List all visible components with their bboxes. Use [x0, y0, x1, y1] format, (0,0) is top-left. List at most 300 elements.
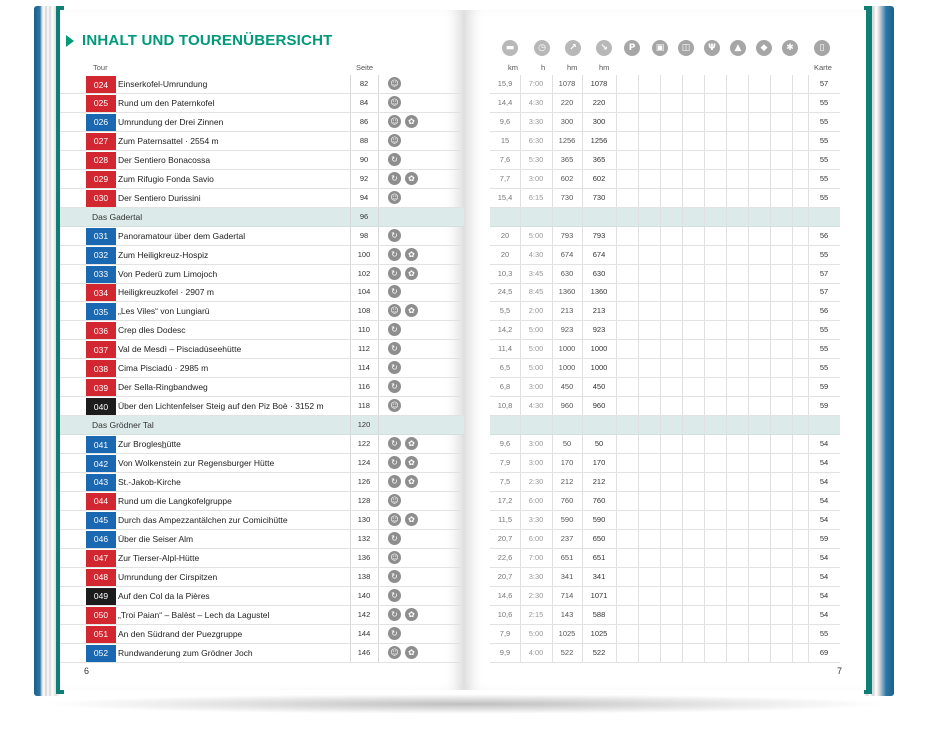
- descent-icon: ↘: [596, 40, 612, 56]
- column-divider: [770, 151, 771, 169]
- column-divider: [682, 416, 683, 434]
- column-divider: [616, 94, 617, 112]
- column-divider: [792, 473, 793, 491]
- column-divider: [726, 454, 727, 472]
- column-divider: [726, 587, 727, 605]
- column-divider: [748, 302, 749, 320]
- column-divider: [770, 397, 771, 415]
- distance-km: 7,9: [499, 458, 511, 467]
- column-divider: [616, 113, 617, 131]
- route-type-icon: ↻: [388, 627, 401, 640]
- column-divider: [682, 189, 683, 207]
- column-divider: [792, 397, 793, 415]
- column-divider: [792, 113, 793, 131]
- tour-number-badge: 039: [86, 379, 116, 396]
- column-divider: [792, 265, 793, 283]
- column-divider: [638, 189, 639, 207]
- descent-hm: 1000: [590, 344, 608, 354]
- tour-title: Rund um die Langkofelgruppe: [118, 495, 232, 506]
- ascent-hm: 760: [560, 495, 574, 505]
- column-divider: [660, 587, 661, 605]
- tour-number-badge: 030: [86, 190, 116, 207]
- stats-row: [490, 492, 840, 511]
- column-divider: [378, 321, 379, 339]
- tour-row: [60, 587, 464, 606]
- column-divider: [616, 227, 617, 245]
- route-type-icon: ↻: [388, 153, 401, 166]
- map-number: 54: [819, 590, 829, 600]
- column-divider: [638, 587, 639, 605]
- column-divider: [704, 132, 705, 150]
- column-divider: [808, 397, 809, 415]
- column-divider: [770, 283, 771, 301]
- stats-row: [490, 473, 840, 492]
- column-divider: [792, 416, 793, 434]
- column-divider: [520, 94, 521, 112]
- column-divider: [638, 151, 639, 169]
- column-divider: [660, 94, 661, 112]
- ascent-hm: 602: [560, 173, 574, 183]
- descent-hm: 1256: [590, 135, 608, 145]
- column-divider: [660, 189, 661, 207]
- column-divider: [682, 94, 683, 112]
- stats-row: [490, 75, 840, 94]
- column-divider: [808, 587, 809, 605]
- column-divider: [682, 549, 683, 567]
- column-divider: [638, 511, 639, 529]
- stats-row: [490, 189, 840, 208]
- column-divider: [520, 302, 521, 320]
- tour-row: [60, 94, 464, 113]
- column-divider: [638, 94, 639, 112]
- map-number: 59: [819, 533, 829, 543]
- column-divider: [726, 378, 727, 396]
- distance-km: 9,6: [499, 116, 511, 126]
- map-number: 55: [819, 192, 829, 202]
- page-ref: 96: [359, 211, 369, 221]
- winter-icon: ✱: [782, 40, 798, 56]
- column-divider: [520, 113, 521, 131]
- column-divider: [726, 511, 727, 529]
- column-divider: [582, 492, 583, 510]
- distance-km: 7,9: [499, 628, 511, 638]
- tour-number-badge: 036: [86, 322, 116, 339]
- column-divider: [616, 378, 617, 396]
- column-divider: [808, 454, 809, 472]
- ascent-hm: 213: [560, 306, 574, 316]
- tour-number-badge: 038: [86, 360, 116, 377]
- column-divider: [748, 170, 749, 188]
- column-divider: [638, 321, 639, 339]
- column-divider: [726, 568, 727, 586]
- family-icon: ✿: [405, 437, 418, 450]
- column-divider: [552, 321, 553, 339]
- column-divider: [792, 625, 793, 643]
- column-divider: [616, 189, 617, 207]
- column-divider: [704, 473, 705, 491]
- column-divider: [704, 416, 705, 434]
- tour-row: [60, 265, 464, 284]
- column-divider: [660, 227, 661, 245]
- duration-h: 7:00: [528, 79, 544, 88]
- column-divider: [682, 113, 683, 131]
- column-divider: [520, 340, 521, 358]
- column-divider: [350, 227, 351, 245]
- column-divider: [704, 435, 705, 453]
- column-divider: [520, 644, 521, 662]
- column-divider: [704, 397, 705, 415]
- column-divider: [350, 208, 351, 226]
- column-divider: [748, 208, 749, 226]
- column-divider: [808, 568, 809, 586]
- ascent-hm: 1360: [558, 287, 576, 297]
- distance-km: 10,3: [497, 268, 513, 278]
- descent-hm: 170: [592, 458, 606, 467]
- tour-number-badge: 042: [86, 455, 116, 472]
- column-divider: [350, 416, 351, 434]
- column-divider: [748, 378, 749, 396]
- column-divider: [808, 170, 809, 188]
- map-number: 57: [819, 79, 829, 88]
- column-divider: [792, 530, 793, 548]
- column-divider: [726, 283, 727, 301]
- column-divider: [792, 321, 793, 339]
- page-ref: 92: [359, 173, 369, 183]
- column-divider: [748, 435, 749, 453]
- map-number: 54: [819, 571, 829, 581]
- duration-h: 5:00: [528, 325, 544, 335]
- column-divider: [808, 492, 809, 510]
- family-icon: ✿: [405, 456, 418, 469]
- page-ref: 136: [357, 552, 371, 562]
- page-ref: 132: [357, 533, 371, 543]
- column-divider: [350, 113, 351, 131]
- column-divider: [792, 435, 793, 453]
- duration-h: 4:30: [528, 249, 544, 259]
- duration-h: 5:00: [528, 344, 544, 354]
- column-divider: [726, 302, 727, 320]
- column-divider: [726, 94, 727, 112]
- column-divider: [616, 644, 617, 662]
- rating-icon: ☺: [388, 646, 401, 659]
- column-divider: [616, 265, 617, 283]
- column-divider: [682, 568, 683, 586]
- tour-number-badge: 049: [86, 588, 116, 605]
- tour-row: [60, 75, 464, 94]
- column-divider: [770, 208, 771, 226]
- column-divider: [792, 587, 793, 605]
- duration-h: 5:30: [528, 154, 544, 164]
- column-divider: [638, 435, 639, 453]
- column-divider: [520, 435, 521, 453]
- column-divider: [770, 189, 771, 207]
- column-divider: [350, 397, 351, 415]
- column-divider: [520, 511, 521, 529]
- column-divider: [682, 644, 683, 662]
- column-divider: [378, 644, 379, 662]
- descent-hm: 651: [592, 552, 606, 562]
- family-icon: ✿: [405, 513, 418, 526]
- stats-row: [490, 397, 840, 416]
- column-divider: [726, 492, 727, 510]
- descent-hm: 213: [592, 306, 606, 316]
- stats-row: [490, 587, 840, 606]
- page-ref: 118: [358, 401, 370, 411]
- duration-h: 4:00: [528, 647, 544, 657]
- map-number: 57: [819, 268, 829, 278]
- distance-km: 6,8: [499, 382, 511, 392]
- column-divider: [350, 321, 351, 339]
- descent-hm: 960: [592, 401, 606, 411]
- column-divider: [748, 454, 749, 472]
- column-divider: [638, 340, 639, 358]
- column-divider: [726, 246, 727, 264]
- distance-km: 20: [500, 249, 510, 259]
- duration-h: 2:30: [528, 476, 544, 486]
- column-divider: [582, 321, 583, 339]
- page-ref: 130: [357, 514, 371, 524]
- column-divider: [582, 416, 583, 434]
- column-divider: [748, 321, 749, 339]
- column-divider: [616, 208, 617, 226]
- tour-number-badge: 027: [86, 133, 116, 150]
- tour-title: Cima Pisciadù · 2985 m: [118, 363, 209, 374]
- column-divider: [350, 132, 351, 150]
- section-title: Das Gadertal: [92, 211, 143, 222]
- route-type-icon: ↻: [388, 380, 401, 393]
- column-divider: [660, 492, 661, 510]
- tour-number-badge: 040: [86, 398, 116, 415]
- column-divider: [378, 359, 379, 377]
- column-divider: [582, 113, 583, 131]
- ascent-hm: 960: [560, 401, 574, 411]
- column-divider: [726, 644, 727, 662]
- column-divider: [682, 227, 683, 245]
- page-ref: 102: [357, 268, 371, 278]
- column-divider: [660, 625, 661, 643]
- column-divider: [748, 227, 749, 245]
- column-divider: [792, 454, 793, 472]
- stats-row: [490, 378, 840, 397]
- stats-row: [490, 227, 840, 246]
- duration-h: 7:00: [528, 552, 544, 562]
- duration-h: 5:00: [528, 363, 544, 373]
- column-divider: [552, 606, 553, 624]
- route-type-icon: ↻: [388, 608, 401, 621]
- column-divider: [616, 75, 617, 93]
- duration-h: 3:30: [528, 514, 544, 524]
- column-divider: [808, 151, 809, 169]
- column-divider: [552, 75, 553, 93]
- distance-km: 15,9: [497, 79, 513, 88]
- column-divider: [660, 132, 661, 150]
- descent-hm: 730: [592, 192, 606, 202]
- column-divider: [770, 227, 771, 245]
- column-divider: [748, 132, 749, 150]
- map-number: 54: [819, 476, 829, 486]
- descent-hm: 450: [592, 382, 606, 392]
- column-divider: [378, 283, 379, 301]
- descent-hm: 1360: [590, 287, 608, 297]
- column-divider: [660, 454, 661, 472]
- column-divider: [682, 435, 683, 453]
- column-divider: [638, 265, 639, 283]
- column-divider: [704, 75, 705, 93]
- column-header-karte: Karte: [814, 63, 832, 72]
- column-divider: [704, 113, 705, 131]
- column-divider: [616, 530, 617, 548]
- column-divider: [808, 606, 809, 624]
- column-header-hm-down: hm: [599, 63, 610, 72]
- column-divider: [552, 530, 553, 548]
- column-divider: [748, 549, 749, 567]
- column-divider: [638, 302, 639, 320]
- column-divider: [660, 246, 661, 264]
- restaurant-icon: Ψ: [704, 40, 720, 56]
- distance-km: 20,7: [497, 571, 513, 581]
- column-divider: [638, 378, 639, 396]
- rating-icon: ☺: [388, 96, 401, 109]
- column-divider: [552, 94, 553, 112]
- column-divider: [350, 435, 351, 453]
- tour-row: [60, 302, 464, 321]
- stats-row: [490, 113, 840, 132]
- section-row: [490, 208, 840, 227]
- descent-hm: 923: [592, 325, 606, 335]
- column-divider: [660, 606, 661, 624]
- map-number: 55: [819, 116, 829, 126]
- column-divider: [378, 511, 379, 529]
- family-icon: ✿: [405, 475, 418, 488]
- column-divider: [660, 265, 661, 283]
- column-divider: [378, 246, 379, 264]
- family-icon: ✿: [405, 304, 418, 317]
- parking-icon: P: [624, 40, 640, 56]
- duration-h: 3:30: [528, 116, 544, 126]
- stats-row: [490, 454, 840, 473]
- tour-number-badge: 025: [86, 95, 116, 112]
- column-divider: [638, 132, 639, 150]
- clock-icon: ◷: [534, 40, 550, 56]
- tour-number-badge: 043: [86, 474, 116, 491]
- column-divider: [726, 549, 727, 567]
- column-divider: [770, 511, 771, 529]
- ascent-hm: 220: [560, 97, 574, 107]
- page-ref: 90: [359, 154, 369, 164]
- route-type-icon: ↻: [388, 570, 401, 583]
- stats-row: [490, 302, 840, 321]
- column-divider: [660, 435, 661, 453]
- ascent-hm: 923: [560, 325, 574, 335]
- column-divider: [704, 321, 705, 339]
- column-divider: [770, 321, 771, 339]
- stats-row: [490, 340, 840, 359]
- column-divider: [616, 246, 617, 264]
- rating-icon: ☺: [388, 134, 401, 147]
- tour-row: [60, 549, 464, 568]
- column-divider: [552, 378, 553, 396]
- tour-number-badge: 031: [86, 228, 116, 245]
- column-divider: [726, 321, 727, 339]
- column-divider: [582, 530, 583, 548]
- column-divider: [704, 587, 705, 605]
- column-divider: [682, 302, 683, 320]
- column-divider: [682, 208, 683, 226]
- column-divider: [792, 549, 793, 567]
- column-divider: [770, 170, 771, 188]
- column-divider: [638, 75, 639, 93]
- column-divider: [792, 378, 793, 396]
- column-divider: [726, 397, 727, 415]
- column-divider: [350, 302, 351, 320]
- column-divider: [682, 397, 683, 415]
- tour-number-badge: 029: [86, 171, 116, 188]
- column-divider: [792, 568, 793, 586]
- distance-km: 11,5: [497, 514, 513, 524]
- column-divider: [520, 132, 521, 150]
- column-divider: [520, 321, 521, 339]
- ascent-hm: 143: [560, 609, 574, 619]
- route-type-icon: ↻: [388, 475, 401, 488]
- tour-title: Umrundung der Drei Zinnen: [118, 116, 224, 127]
- column-divider: [704, 625, 705, 643]
- column-divider: [520, 416, 521, 434]
- stats-row: [490, 644, 840, 663]
- column-divider: [726, 416, 727, 434]
- ascent-hm: 651: [560, 552, 574, 562]
- right-page: [464, 10, 866, 690]
- column-divider: [682, 132, 683, 150]
- column-divider: [748, 473, 749, 491]
- column-divider: [552, 492, 553, 510]
- column-divider: [616, 606, 617, 624]
- column-divider: [808, 132, 809, 150]
- column-divider: [682, 75, 683, 93]
- chevron-right-icon: [66, 35, 74, 47]
- left-page: [60, 10, 464, 690]
- column-divider: [350, 75, 351, 93]
- stats-row: [490, 94, 840, 113]
- column-divider: [638, 416, 639, 434]
- column-divider: [350, 340, 351, 358]
- column-divider: [808, 549, 809, 567]
- column-divider: [350, 587, 351, 605]
- column-divider: [520, 473, 521, 491]
- column-divider: [704, 549, 705, 567]
- page-ref: 142: [357, 609, 371, 619]
- column-divider: [808, 416, 809, 434]
- family-icon: ✿: [405, 248, 418, 261]
- distance-km: 10,6: [497, 609, 513, 619]
- stats-row: [490, 435, 840, 454]
- column-divider: [704, 340, 705, 358]
- ascent-hm: 630: [560, 268, 574, 278]
- stats-row: [490, 321, 840, 340]
- tour-number-badge: 028: [86, 152, 116, 169]
- column-divider: [726, 170, 727, 188]
- column-divider: [808, 530, 809, 548]
- column-divider: [350, 378, 351, 396]
- column-divider: [726, 340, 727, 358]
- stats-row: [490, 359, 840, 378]
- column-divider: [704, 530, 705, 548]
- tour-title: Panoramatour über dem Gadertal: [118, 230, 246, 241]
- column-divider: [552, 246, 553, 264]
- tour-number-badge: 044: [86, 493, 116, 510]
- tour-row: [60, 359, 464, 378]
- column-divider: [792, 75, 793, 93]
- column-divider: [682, 473, 683, 491]
